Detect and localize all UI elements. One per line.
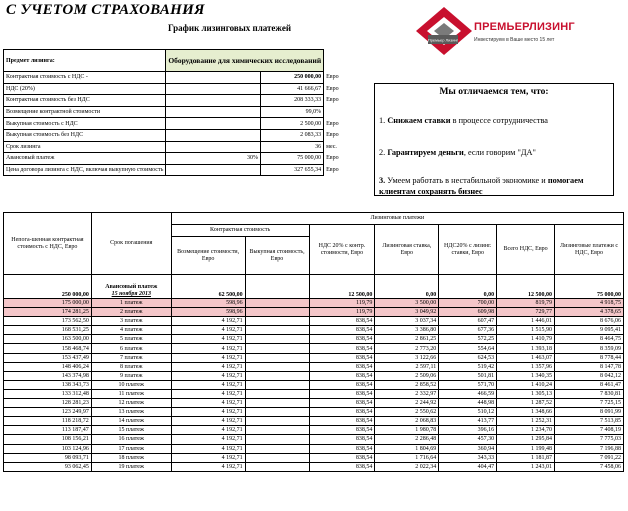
- rate-cell: 2 244,92: [375, 399, 439, 408]
- group-contract-value: Контрактная стоимость: [171, 225, 309, 237]
- param-row: [4, 95, 342, 107]
- logo-mark-text: Премьер Лизинг: [427, 37, 459, 43]
- rate-cell: 2 332,97: [375, 389, 439, 398]
- table-row: [4, 462, 624, 471]
- vat-cell: 838,54: [309, 444, 375, 453]
- vat-rate-cell: 519,42: [439, 362, 497, 371]
- vat-cell: 838,54: [309, 335, 375, 344]
- table-row: [4, 353, 624, 362]
- vat-rate-cell: 343,33: [439, 453, 497, 462]
- total-vat-cell: 1 463,07: [497, 353, 555, 362]
- vat-cell: 119,79: [309, 299, 375, 308]
- total-vat-cell: 1 340,35: [497, 371, 555, 380]
- total-cell: 7 408,19: [555, 426, 624, 435]
- rate-cell: 2 773,20: [375, 344, 439, 353]
- vat-cell: 838,54: [309, 426, 375, 435]
- rate-cell: 2 597,11: [375, 362, 439, 371]
- reimb-cell: 4 192,71: [171, 462, 245, 471]
- reimb-cell: 4 192,71: [171, 399, 245, 408]
- rate-cell: 1 980,78: [375, 426, 439, 435]
- reimb-cell: 4 192,71: [171, 389, 245, 398]
- buyout-cell: [245, 435, 309, 444]
- vat-cell: 838,54: [309, 326, 375, 335]
- param-unit: Евро: [326, 120, 339, 127]
- param-row: [4, 83, 342, 95]
- reimb-cell: 4 192,71: [171, 326, 245, 335]
- table-row: [4, 444, 624, 453]
- buyout-cell: [245, 362, 309, 371]
- param-mid: [166, 129, 261, 141]
- param-label: Срок лизинга: [4, 141, 166, 153]
- term-cell: 7 платеж: [91, 353, 171, 362]
- total-vat-cell: 1 199,48: [497, 444, 555, 453]
- total-vat-cell: 1 252,31: [497, 417, 555, 426]
- group-lease-payments: Лизинговые платежи: [171, 213, 623, 225]
- vat-rate-cell: 554,64: [439, 344, 497, 353]
- term-cell: 9 платеж: [91, 371, 171, 380]
- total-vat-cell: 1 287,52: [497, 399, 555, 408]
- total-cell: 7 091,22: [555, 453, 624, 462]
- total-cell: 8 464,75: [555, 335, 624, 344]
- unpaid-cell: 133 312,48: [4, 389, 92, 398]
- unpaid-cell: 168 531,25: [4, 326, 92, 335]
- rate-cell: 3 386,80: [375, 326, 439, 335]
- param-label: Цена договора лизинга с НДС, включая выкупную стоимость: [4, 164, 166, 176]
- term-cell: 2 платеж: [91, 308, 171, 317]
- param-value: 99,0%: [260, 106, 323, 118]
- param-label: Возмещение контрактной стоимости: [4, 106, 166, 118]
- total-vat-cell: 1 393,18: [497, 344, 555, 353]
- vat-cell: 838,54: [309, 408, 375, 417]
- buyout-cell: [245, 335, 309, 344]
- param-unit: Евро: [326, 167, 339, 174]
- param-label: Выкупная стоимость без НДС: [4, 129, 166, 141]
- param-mid: [166, 95, 261, 107]
- total-vat-cell: 1 243,01: [497, 462, 555, 471]
- table-row: [4, 380, 624, 389]
- col-unpaid: Непога-шенная контрактная стоимость с НДС, Евро: [4, 213, 92, 275]
- rate-cell: 2 858,52: [375, 380, 439, 389]
- vat-cell: 838,54: [309, 371, 375, 380]
- buyout-cell: [245, 344, 309, 353]
- table-row: [4, 326, 624, 335]
- total-vat-cell: 1 446,01: [497, 317, 555, 326]
- table-row: [4, 435, 624, 444]
- term-cell: 1 платеж: [91, 299, 171, 308]
- buyout-cell: [245, 408, 309, 417]
- unpaid-cell: 103 124,96: [4, 444, 92, 453]
- unpaid-cell: 163 500,00: [4, 335, 92, 344]
- total-cell: 4 918,75: [555, 299, 624, 308]
- buyout-cell: [245, 444, 309, 453]
- term-cell: 12 платеж: [91, 399, 171, 408]
- reimb-cell: 4 192,71: [171, 408, 245, 417]
- unpaid-cell: 173 562,50: [4, 317, 92, 326]
- param-mid: [166, 118, 261, 130]
- vat-rate-cell: 501,81: [439, 371, 497, 380]
- brand-slogan: Инвестируем в Ваше место 15 лет: [474, 37, 555, 43]
- total-vat-cell: 1 410,24: [497, 380, 555, 389]
- col-reimb: Возмещение стоимости, Евро: [171, 237, 245, 275]
- total-vat-cell: 1 515,90: [497, 326, 555, 335]
- buyout-cell: [245, 371, 309, 380]
- unpaid-cell: 118 218,72: [4, 417, 92, 426]
- reimb-cell: 4 192,71: [171, 453, 245, 462]
- buyout-cell: [245, 417, 309, 426]
- advance-vat: 12 500,00: [309, 275, 375, 299]
- term-cell: 8 платеж: [91, 362, 171, 371]
- buyout-cell: [245, 453, 309, 462]
- vat-rate-cell: 510,12: [439, 408, 497, 417]
- param-label: Контрактная стоимость без НДС: [4, 95, 166, 107]
- col-rate: Лизинговая ставка, Евро: [375, 225, 439, 275]
- param-mid: [166, 164, 261, 176]
- term-cell: 17 платеж: [91, 444, 171, 453]
- unpaid-cell: 138 343,73: [4, 380, 92, 389]
- brand-name: ПРЕМЬЕРЛИЗИНГ: [474, 21, 575, 33]
- vat-cell: 838,54: [309, 380, 375, 389]
- total-cell: 7 458,06: [555, 462, 624, 471]
- advance-rate: 0,00: [375, 275, 439, 299]
- vat-rate-cell: 700,00: [439, 299, 497, 308]
- reimb-cell: 4 192,71: [171, 335, 245, 344]
- advance-total-vat: 12 500,00: [497, 275, 555, 299]
- param-value: 2 500,00: [260, 118, 323, 130]
- rate-cell: 2 286,48: [375, 435, 439, 444]
- rate-cell: 2 068,83: [375, 417, 439, 426]
- vat-cell: 838,54: [309, 344, 375, 353]
- term-cell: 13 платеж: [91, 408, 171, 417]
- rate-cell: 3 037,34: [375, 317, 439, 326]
- total-cell: 8 359,09: [555, 344, 624, 353]
- payment-schedule-table: [3, 212, 624, 472]
- advance-reimb: 62 500,00: [171, 275, 245, 299]
- reimb-cell: 4 192,71: [171, 317, 245, 326]
- param-value: 250 000,00: [260, 72, 323, 84]
- reimb-cell: 4 192,71: [171, 344, 245, 353]
- table-row: [4, 299, 624, 308]
- param-row: [4, 164, 342, 176]
- param-unit: Евро: [326, 132, 339, 139]
- table-row: [4, 362, 624, 371]
- unpaid-cell: 93 062,45: [4, 462, 92, 471]
- total-vat-cell: 1 181,87: [497, 453, 555, 462]
- table-row: [4, 335, 624, 344]
- param-mid: 30%: [166, 153, 261, 165]
- advantage-item: 2. Гарантируем деньги, если говорим "ДА": [379, 148, 536, 157]
- vat-cell: 838,54: [309, 462, 375, 471]
- param-row: [4, 153, 342, 165]
- col-total-vat: Всего НДС, Евро: [497, 225, 555, 275]
- reimb-cell: 598,96: [171, 299, 245, 308]
- reimb-cell: 4 192,71: [171, 353, 245, 362]
- term-cell: 4 платеж: [91, 326, 171, 335]
- vat-cell: 119,79: [309, 308, 375, 317]
- table-row: [4, 389, 624, 398]
- param-mid: [166, 106, 261, 118]
- total-vat-cell: 1 348,66: [497, 408, 555, 417]
- param-unit: [324, 106, 342, 118]
- total-cell: 7 830,81: [555, 389, 624, 398]
- term-cell: 6 платеж: [91, 344, 171, 353]
- unpaid-cell: 153 437,49: [4, 353, 92, 362]
- rate-cell: 1 804,69: [375, 444, 439, 453]
- param-mid: [166, 141, 261, 153]
- total-cell: 7 196,88: [555, 444, 624, 453]
- advance-vat-rate: 0,00: [439, 275, 497, 299]
- total-cell: 8 147,78: [555, 362, 624, 371]
- param-value: 208 333,33: [260, 95, 323, 107]
- param-mid: [166, 83, 261, 95]
- param-label: Контрактная стоимость с НДС -: [4, 72, 166, 84]
- total-cell: 4 378,65: [555, 308, 624, 317]
- param-value: 75 000,00: [260, 153, 323, 165]
- total-vat-cell: 1 234,70: [497, 426, 555, 435]
- param-label: Выкупная стоимость с НДС: [4, 118, 166, 130]
- term-cell: 19 платеж: [91, 462, 171, 471]
- vat-rate-cell: 448,98: [439, 399, 497, 408]
- subject-value: Оборудование для химических исследований: [166, 50, 324, 72]
- total-vat-cell: 1 295,84: [497, 435, 555, 444]
- table-row: [4, 317, 624, 326]
- rate-cell: 2 509,06: [375, 371, 439, 380]
- total-vat-cell: 819,79: [497, 299, 555, 308]
- buyout-cell: [245, 308, 309, 317]
- vat-rate-cell: 466,59: [439, 389, 497, 398]
- param-label: Авансовый платеж: [4, 153, 166, 165]
- total-cell: 7 513,85: [555, 417, 624, 426]
- unpaid-cell: 175 000,00: [4, 299, 92, 308]
- advance-label: Авансовый платеж 15 ноября 2013: [91, 275, 171, 299]
- advance-total: 75 000,00: [555, 275, 624, 299]
- rate-cell: 2 550,62: [375, 408, 439, 417]
- reimb-cell: 4 192,71: [171, 380, 245, 389]
- reimb-cell: 598,96: [171, 308, 245, 317]
- param-unit: Евро: [326, 74, 339, 81]
- rate-cell: 3 122,66: [375, 353, 439, 362]
- vat-rate-cell: 413,77: [439, 417, 497, 426]
- total-vat-cell: 729,77: [497, 308, 555, 317]
- reimb-cell: 4 192,71: [171, 444, 245, 453]
- vat-rate-cell: 396,16: [439, 426, 497, 435]
- total-cell: 8 676,06: [555, 317, 624, 326]
- table-row: [4, 453, 624, 462]
- reimb-cell: 4 192,71: [171, 362, 245, 371]
- total-cell: 8 091,99: [555, 408, 624, 417]
- unpaid-cell: 98 093,71: [4, 453, 92, 462]
- vat-rate-cell: 571,70: [439, 380, 497, 389]
- vat-cell: 838,54: [309, 389, 375, 398]
- vat-rate-cell: 404,47: [439, 462, 497, 471]
- param-row: [4, 72, 342, 84]
- advance-row: [4, 275, 624, 299]
- vat-cell: 838,54: [309, 353, 375, 362]
- param-row: [4, 118, 342, 130]
- unpaid-cell: 158 468,74: [4, 344, 92, 353]
- total-vat-cell: 1 357,96: [497, 362, 555, 371]
- param-mid: [166, 72, 261, 84]
- col-total: Лизинговые платежи с НДС, Евро: [555, 225, 624, 275]
- vat-rate-cell: 360,94: [439, 444, 497, 453]
- page-title: С УЧЕТОМ СТРАХОВАНИЯ: [6, 2, 205, 18]
- table-row: [4, 399, 624, 408]
- table-row: [4, 408, 624, 417]
- total-vat-cell: 1 410,79: [497, 335, 555, 344]
- lease-parameters-table: [3, 49, 342, 176]
- term-cell: 16 платеж: [91, 435, 171, 444]
- buyout-cell: [245, 399, 309, 408]
- vat-rate-cell: 607,47: [439, 317, 497, 326]
- rate-cell: 3 049,92: [375, 308, 439, 317]
- total-cell: 8 461,47: [555, 380, 624, 389]
- term-cell: 15 платеж: [91, 426, 171, 435]
- term-cell: 18 платеж: [91, 453, 171, 462]
- unpaid-cell: 123 249,97: [4, 408, 92, 417]
- term-cell: 3 платеж: [91, 317, 171, 326]
- param-unit: Евро: [326, 85, 339, 92]
- vat-rate-cell: 624,53: [439, 353, 497, 362]
- advance-unpaid: 250 000,00: [4, 275, 92, 299]
- unpaid-cell: 143 374,98: [4, 371, 92, 380]
- param-value: 327 655,34: [260, 164, 323, 176]
- unpaid-cell: 174 281,25: [4, 308, 92, 317]
- total-cell: 7 775,03: [555, 435, 624, 444]
- advantages-box: [374, 83, 614, 196]
- total-cell: 8 778,44: [555, 353, 624, 362]
- total-vat-cell: 1 305,13: [497, 389, 555, 398]
- col-vat-rate: НДС20% с лизинг. ставки, Евро: [439, 225, 497, 275]
- schedule-subtitle: График лизинговых платежей: [168, 23, 292, 33]
- buyout-cell: [245, 380, 309, 389]
- buyout-cell: [245, 326, 309, 335]
- advantages-heading: Мы отличаемся тем, что:: [439, 87, 549, 97]
- rate-cell: 1 716,64: [375, 453, 439, 462]
- vat-cell: 838,54: [309, 317, 375, 326]
- buyout-cell: [245, 389, 309, 398]
- col-term: Срок погашения: [91, 213, 171, 275]
- reimb-cell: 4 192,71: [171, 371, 245, 380]
- vat-rate-cell: 609,98: [439, 308, 497, 317]
- reimb-cell: 4 192,71: [171, 426, 245, 435]
- buyout-cell: [245, 317, 309, 326]
- subject-label: Предмет лизинга:: [4, 50, 166, 72]
- col-buyout: Выкупная стоимость, Евро: [245, 237, 309, 275]
- total-cell: 7 725,15: [555, 399, 624, 408]
- param-row: [4, 141, 342, 153]
- table-row: [4, 417, 624, 426]
- total-cell: 9 095,41: [555, 326, 624, 335]
- reimb-cell: 4 192,71: [171, 417, 245, 426]
- advantage-item: 3. Умеем работать в нестабильной экономике и помогаем клиентам сохранять бизнес: [379, 176, 584, 196]
- vat-cell: 838,54: [309, 453, 375, 462]
- vat-cell: 838,54: [309, 362, 375, 371]
- buyout-cell: [245, 299, 309, 308]
- vat-rate-cell: 572,25: [439, 335, 497, 344]
- table-row: [4, 426, 624, 435]
- param-row: [4, 129, 342, 141]
- advantage-item: 1. Снижаем ставки в процессе сотрудничества: [379, 116, 548, 125]
- vat-rate-cell: 457,30: [439, 435, 497, 444]
- unpaid-cell: 128 281,23: [4, 399, 92, 408]
- term-cell: 14 платеж: [91, 417, 171, 426]
- col-vat: НДС 20% с контр. стоимости, Евро: [309, 225, 375, 275]
- rate-cell: 3 500,00: [375, 299, 439, 308]
- buyout-cell: [245, 426, 309, 435]
- rate-cell: 2 861,25: [375, 335, 439, 344]
- param-value: 2 083,33: [260, 129, 323, 141]
- vat-cell: 838,54: [309, 399, 375, 408]
- table-row: [4, 344, 624, 353]
- vat-rate-cell: 677,36: [439, 326, 497, 335]
- rate-cell: 2 022,34: [375, 462, 439, 471]
- unpaid-cell: 108 156,21: [4, 435, 92, 444]
- term-cell: 11 платеж: [91, 389, 171, 398]
- term-cell: 10 платеж: [91, 380, 171, 389]
- param-value: 41 666,67: [260, 83, 323, 95]
- total-cell: 8 042,12: [555, 371, 624, 380]
- buyout-cell: [245, 353, 309, 362]
- table-row: [4, 371, 624, 380]
- param-label: НДС (20%): [4, 83, 166, 95]
- vat-cell: 838,54: [309, 435, 375, 444]
- buyout-cell: [245, 462, 309, 471]
- unpaid-cell: 148 406,24: [4, 362, 92, 371]
- term-cell: 5 платеж: [91, 335, 171, 344]
- param-unit: Евро: [326, 97, 339, 104]
- param-unit: Евро: [326, 155, 339, 162]
- table-row: [4, 308, 624, 317]
- param-row: [4, 106, 342, 118]
- param-unit: мес.: [326, 143, 337, 150]
- vat-cell: 838,54: [309, 417, 375, 426]
- param-value: 36: [260, 141, 323, 153]
- unpaid-cell: 113 187,47: [4, 426, 92, 435]
- reimb-cell: 4 192,71: [171, 435, 245, 444]
